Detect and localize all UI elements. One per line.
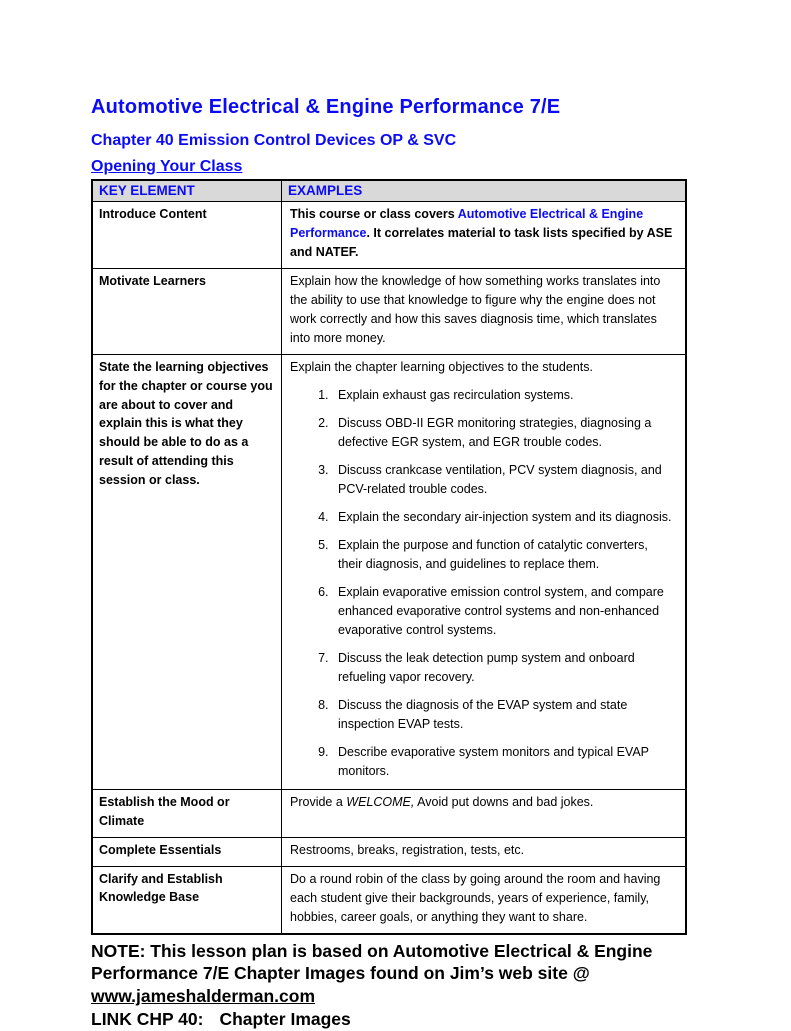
table-row-learning-objectives [92, 355, 686, 790]
table-row-complete-essentials [92, 837, 686, 866]
objective-item: 5. Explain the purpose and function of catalytic converters, their diagnosis, and guidelines to replace them. [332, 536, 675, 574]
table-row-introduce-content [92, 202, 686, 269]
examples-text: Provide a [290, 795, 347, 809]
document-title: Automotive Electrical & Engine Performance 7/E [91, 96, 561, 118]
examples-cell [282, 202, 687, 269]
table-row-clarify-knowledge [92, 866, 686, 934]
lesson-plan-table [91, 179, 687, 935]
column-header-examples: EXAMPLES [282, 180, 687, 202]
link-chp-label: LINK CHP 40: [91, 1008, 204, 1029]
key-element-cell: Establish the Mood or Climate [92, 790, 282, 838]
table-row-establish-mood [92, 790, 686, 838]
key-element-cell: Introduce Content [92, 202, 282, 269]
jameshalderman-website-link[interactable]: www.jameshalderman.com [91, 986, 316, 1006]
link-chp-row [91, 1008, 703, 1031]
link-chp-value: Chapter Images [219, 1008, 351, 1029]
key-element-cell: Motivate Learners [92, 269, 282, 355]
examples-text: . It correlates material to task lists specified by ASE and NATEF. [290, 226, 673, 259]
objective-item: 1. Explain exhaust gas recirculation systems. [332, 386, 675, 405]
objectives-intro: Explain the chapter learning objectives to the students. [290, 360, 593, 374]
objective-item: 9. Describe evaporative system monitors and typical EVAP monitors. [332, 743, 675, 781]
objective-item: 7. Discuss the leak detection pump system and onboard refueling vapor recovery. [332, 649, 675, 687]
key-element-cell: Complete Essentials [92, 837, 282, 866]
chapter-heading: Chapter 40 Emission Control Devices OP & SVC [91, 132, 457, 149]
table-header-row [92, 180, 686, 202]
examples-text: Avoid put downs and bad jokes. [414, 795, 594, 809]
note-paragraph [91, 940, 703, 1031]
examples-text: This course or class covers [290, 207, 458, 221]
examples-cell: Explain how the knowledge of how something works translates into the ability to use that knowledge to figure why the engine does not work correctly and how this saves diagnosis time, which translates into more money. [282, 269, 687, 355]
welcome-italic: WELCOME, [346, 795, 415, 809]
objective-item: 2. Discuss OBD-II EGR monitoring strategies, diagnosing a defective EGR system, and EGR trouble codes. [332, 414, 675, 452]
table-row-motivate-learners [92, 269, 686, 355]
objectives-list [290, 386, 675, 781]
column-header-key-element: KEY ELEMENT [92, 180, 282, 202]
objective-item: 6. Explain evaporative emission control system, and compare enhanced evaporative control systems and non-enhanced evaporative control systems. [332, 583, 675, 640]
note-text: NOTE: This lesson plan is based on Automotive Electrical & Engine Performance 7/E Chapter Images found on Jim’s web site @ [91, 940, 653, 984]
key-element-cell: Clarify and Establish Knowledge Base [92, 866, 282, 934]
examples-cell: Do a round robin of the class by going around the room and having each student give their backgrounds, years of experience, family, hobbies, career goals, or anything they want to share. [282, 866, 687, 934]
objective-item: 3. Discuss crankcase ventilation, PCV system diagnosis, and PCV-related trouble codes. [332, 461, 675, 499]
opening-your-class-link[interactable]: Opening Your Class [91, 158, 243, 175]
book-title-highlight: Automotive Electrical & Engine Performance [290, 207, 644, 240]
objective-item: 4. Explain the secondary air-injection system and its diagnosis. [332, 508, 675, 527]
examples-cell [282, 790, 687, 838]
examples-cell [282, 355, 687, 790]
key-element-cell: State the learning objectives for the chapter or course you are about to cover and explain this is what they should be able to do as a result of attending this session or class. [92, 355, 282, 790]
objective-item: 8. Discuss the diagnosis of the EVAP system and state inspection EVAP tests. [332, 696, 675, 734]
examples-cell: Restrooms, breaks, registration, tests, etc. [282, 837, 687, 866]
